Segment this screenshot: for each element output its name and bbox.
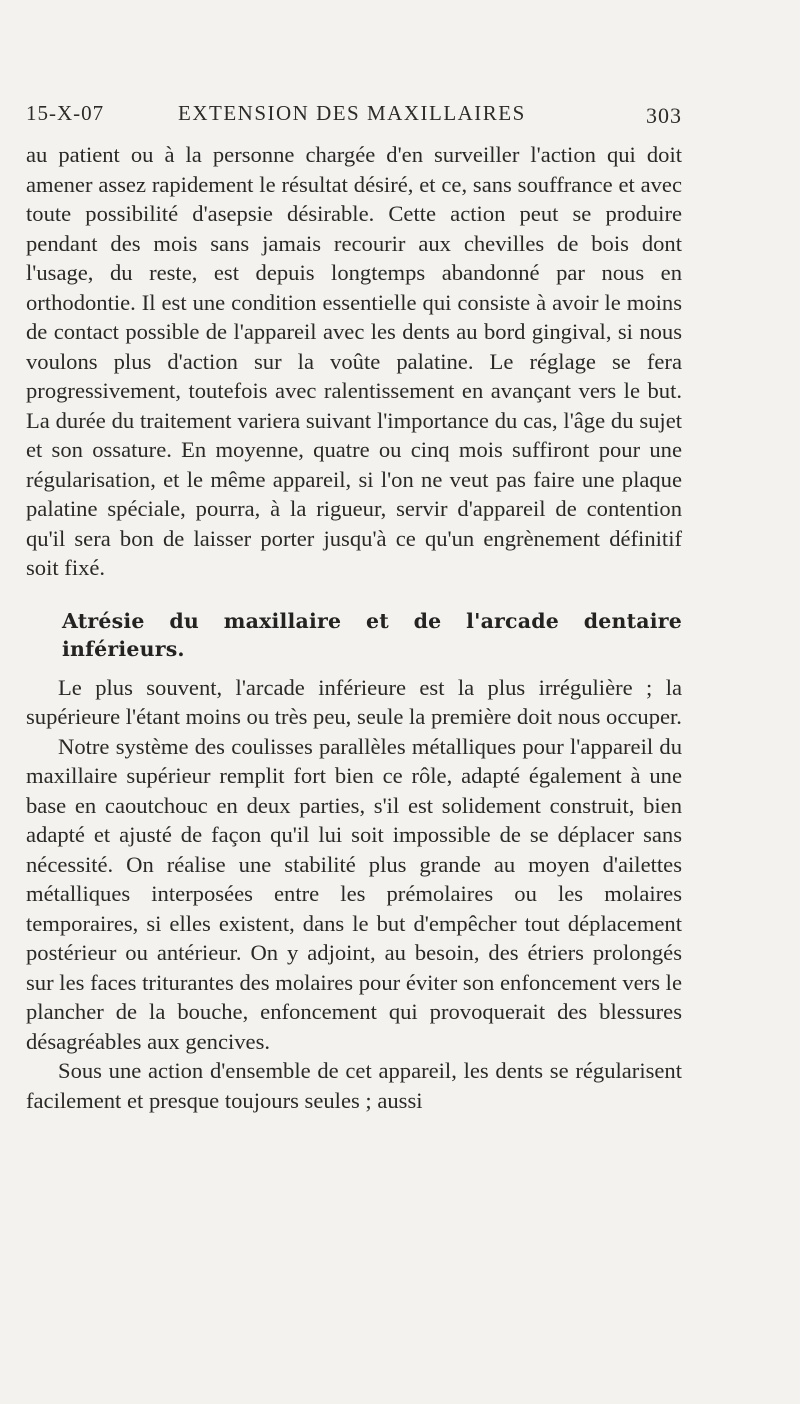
paragraph-parallel-slides: Notre système des coulisses parallèles métalliques pour l'appareil du maxillaire supérieur remplit fort bien ce rôle, adapté également à une base en caoutchouc en deux parties, s'il est solidement construit, bien adapté et ajusté de façon qu'il lui soit impossible de se déplacer sans nécessité. On réalise une stabilité plus grande au moyen d'ailettes métalliques interposées entre les prémolaires ou les molaires temporaires, si elles existent, dans le but d'empêcher tout déplacement postérieur ou antérieur. On y adjoint, au besoin, des étriers prolongés sur les faces triturantes des molaires pour éviter son enfoncement vers le plancher de la bouche, enfoncement qui provoquerait des blessures désagréables aux gencives. bbox=[26, 733, 682, 1054]
page-body bbox=[26, 140, 682, 1115]
running-head-title: EXTENSION DES MAXILLAIRES bbox=[178, 101, 526, 125]
running-head-date: 15-X-07 bbox=[26, 101, 105, 125]
page-number: 303 bbox=[646, 103, 682, 128]
running-head bbox=[26, 101, 682, 131]
paragraph-lower-arch: Le plus souvent, l'arcade inférieure est la plus irrégulière ; la supérieure l'étant moins ou très peu, seule la première doit nous occuper. bbox=[26, 674, 682, 729]
paragraph-regularisation: Sous une action d'ensemble de cet appareil, les dents se régularisent facilement et presque toujours seules ; aussi bbox=[26, 1058, 682, 1113]
paragraph-continued: au patient ou à la personne chargée d'en surveiller l'action qui doit amener assez rapidement le résultat désiré, et ce, sans souffrance et avec toute possibilité d'asepsie désirable. Cette action peut se produire pendant des mois sans jamais recourir aux chevilles de bois dont l'usage, du reste, est depuis longtemps abandonné par nous en orthodontie. Il est une condition essentielle qui consiste à avoir le moins de contact possible de l'appareil avec les dents au bord gingival, si nous voulons plus d'action sur la voûte palatine. Le réglage se fera progressivement, toutefois avec ralentissement en avançant vers le but. La durée du traitement variera suivant l'importance du cas, l'âge du sujet et son ossature. En moyenne, quatre ou cinq mois suffiront pour une régularisation, et le même appareil, si l'on ne veut pas faire une plaque palatine spéciale, pourra, à la rigueur, servir d'appareil de contention qu'il sera bon de laisser porter jusqu'à ce qu'un engrènement définitif soit fixé. bbox=[26, 142, 682, 580]
section-heading: Atrésie du maxillaire et de l'arcade dentaire inférieurs. bbox=[62, 608, 682, 661]
